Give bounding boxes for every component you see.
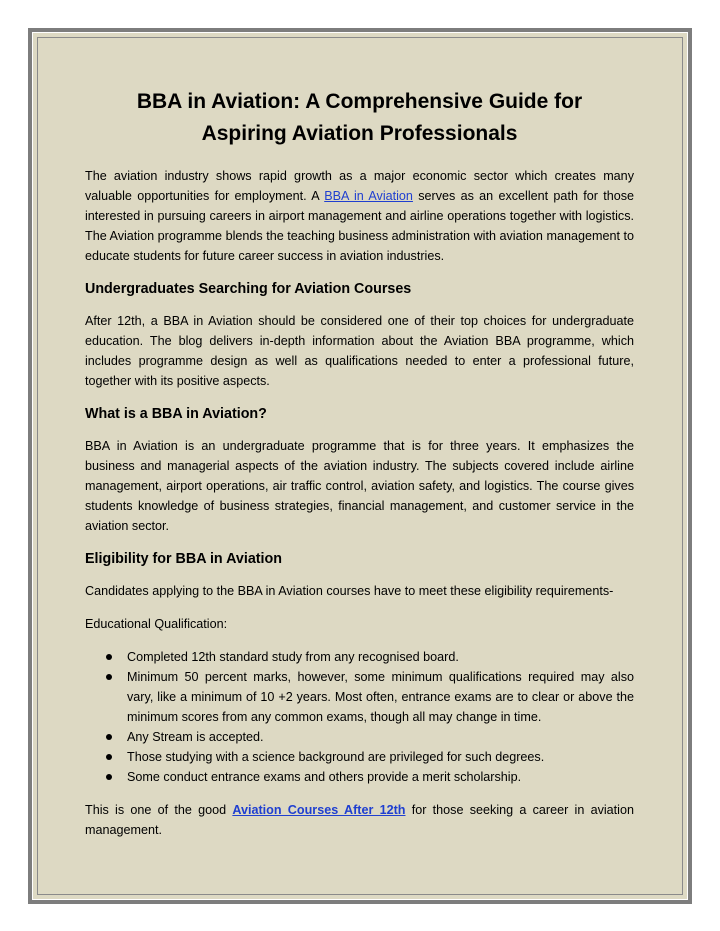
section-body-undergraduates: After 12th, a BBA in Aviation should be considered one of their top choices for undergraduate education. The blog delivers in-depth information about the Aviation BBA programme, which includes programme design as well as qualifications needed to enter a professional future, together with its positive aspects. bbox=[85, 314, 634, 388]
bullet-icon bbox=[106, 734, 112, 740]
bullet-icon bbox=[106, 774, 112, 780]
list-item-text: Some conduct entrance exams and others provide a merit scholarship. bbox=[127, 770, 522, 784]
list-item-text: Minimum 50 percent marks, however, some minimum qualifications required may also vary, like a minimum of 10 +2 years. Most often, entrance exams are to clear or above the minimum scores from any common exams, though all may change in time. bbox=[127, 670, 634, 724]
list-item bbox=[85, 727, 634, 747]
list-item bbox=[85, 747, 634, 767]
closing-paragraph bbox=[85, 800, 634, 840]
intro-text-before-link: The aviation industry shows rapid growth as a major economic sector which creates many valuable opportunities for employment. A bbox=[85, 169, 634, 203]
section-heading-undergraduates: Undergraduates Searching for Aviation Courses bbox=[85, 281, 412, 297]
eligibility-intro: Candidates applying to the BBA in Aviation courses have to meet these eligibility requirements- bbox=[85, 584, 614, 598]
eligibility-subheading: Educational Qualification: bbox=[85, 617, 228, 631]
section-heading-eligibility: Eligibility for BBA in Aviation bbox=[85, 551, 282, 567]
title-line-1: BBA in Aviation: A Comprehensive Guide for bbox=[136, 90, 583, 113]
intro-text-after-link: serves as an excellent path for those interested in pursuing careers in airport management and airline operations together with logistics. The Aviation programme blends the teaching business administration with aviation management to educate students for future career success in aviation industries. bbox=[85, 189, 634, 263]
intro-paragraph bbox=[85, 166, 634, 266]
title-line-2: Aspiring Aviation Professionals bbox=[201, 122, 518, 145]
bullet-icon bbox=[106, 654, 112, 660]
list-item-text: Those studying with a science background are privileged for such degrees. bbox=[127, 750, 545, 764]
closing-text-after-link: for those seeking a career in aviation management. bbox=[85, 803, 634, 837]
bullet-icon bbox=[106, 754, 112, 760]
list-item-text: Completed 12th standard study from any recognised board. bbox=[127, 650, 459, 664]
aviation-courses-after-12th-link[interactable]: Aviation Courses After 12th bbox=[232, 803, 406, 817]
document-title bbox=[85, 86, 634, 150]
section-heading-what-is: What is a BBA in Aviation? bbox=[85, 406, 267, 422]
list-item bbox=[85, 667, 634, 727]
eligibility-list bbox=[85, 647, 634, 787]
list-item-text: Any Stream is accepted. bbox=[127, 730, 264, 744]
bullet-icon bbox=[106, 674, 112, 680]
section-body-what-is: BBA in Aviation is an undergraduate programme that is for three years. It emphasizes the business and managerial aspects of the aviation industry. The subjects covered include airline management, airport operations, air traffic control, aviation safety, and logistics. The course gives students knowledge of business strategies, financial management, and customer service in the aviation sector. bbox=[85, 439, 634, 533]
document-content bbox=[85, 86, 634, 853]
closing-text-before-link: This is one of the good bbox=[85, 803, 233, 817]
list-item bbox=[85, 647, 634, 667]
bba-in-aviation-link[interactable]: BBA in Aviation bbox=[324, 189, 413, 203]
list-item bbox=[85, 767, 634, 787]
